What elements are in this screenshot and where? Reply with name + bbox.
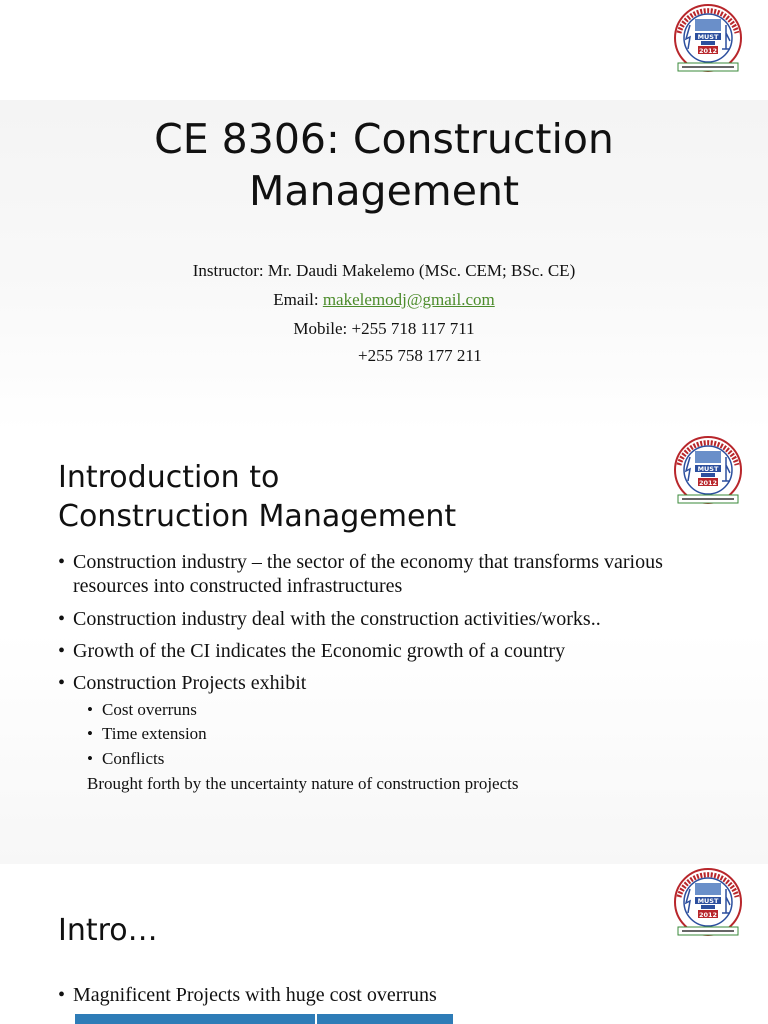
bullet-item: • Magnificent Projects with huge cost overruns: [58, 984, 437, 1006]
email-label: Email:: [273, 290, 323, 309]
note-text: Brought forth by the uncertainty nature of construction projects: [87, 774, 519, 793]
bullet-item: • Construction industry – the sector of the economy that transforms various resources into constructed infrastructures: [58, 551, 663, 597]
bullet-icon: •: [87, 700, 93, 719]
title-line-1: CE 8306: Construction: [154, 115, 614, 163]
slide-title: [0, 113, 768, 217]
title-slide: [0, 0, 768, 432]
bullet-item: • Growth of the CI indicates the Economic growth of a country: [58, 640, 566, 662]
svg-text:2012: 2012: [698, 479, 718, 487]
university-seal-icon: [673, 3, 743, 79]
bullet-icon: •: [87, 724, 93, 743]
svg-text:MUST: MUST: [697, 465, 719, 473]
email-line: [0, 290, 768, 310]
intro-slide: [0, 432, 768, 864]
svg-text:2012: 2012: [698, 47, 718, 55]
svg-text:MUST: MUST: [697, 897, 719, 905]
university-seal-icon: [673, 867, 743, 943]
mobile-line-2: +255 758 177 211: [358, 346, 482, 365]
table-header-cell: [75, 1014, 315, 1024]
slide-heading: Intro…: [58, 913, 158, 948]
bullet-icon: •: [58, 672, 66, 694]
bullet-icon: •: [58, 984, 66, 1006]
mobile-line-1: Mobile: +255 718 117 711: [293, 319, 475, 338]
bullet-icon: •: [58, 551, 66, 573]
svg-text:2012: 2012: [698, 911, 718, 919]
sub-bullet-item: • Cost overruns: [87, 700, 197, 719]
intro-continued-slide: [0, 864, 768, 1024]
table-header-cell: [317, 1014, 453, 1024]
heading-line-2: Construction Management: [58, 499, 457, 534]
heading-line-1: Introduction to: [58, 460, 280, 495]
bullet-item: • Construction industry deal with the construction activities/works..: [58, 608, 601, 630]
email-link[interactable]: makelemodj@gmail.com: [322, 290, 495, 309]
svg-text:MUST: MUST: [697, 33, 719, 41]
bullet-item: • Construction Projects exhibit: [58, 672, 307, 694]
sub-bullet-item: • Conflicts: [87, 749, 165, 768]
bullet-icon: •: [87, 749, 93, 768]
bullet-icon: •: [58, 640, 66, 662]
slide-heading: [58, 458, 456, 536]
instructor-line: Instructor: Mr. Daudi Makelemo (MSc. CEM; BSc. CE): [192, 261, 576, 280]
title-line-2: Management: [248, 167, 520, 215]
bullet-icon: •: [58, 608, 66, 630]
university-seal-icon: [673, 435, 743, 511]
sub-bullet-item: • Time extension: [87, 724, 207, 743]
